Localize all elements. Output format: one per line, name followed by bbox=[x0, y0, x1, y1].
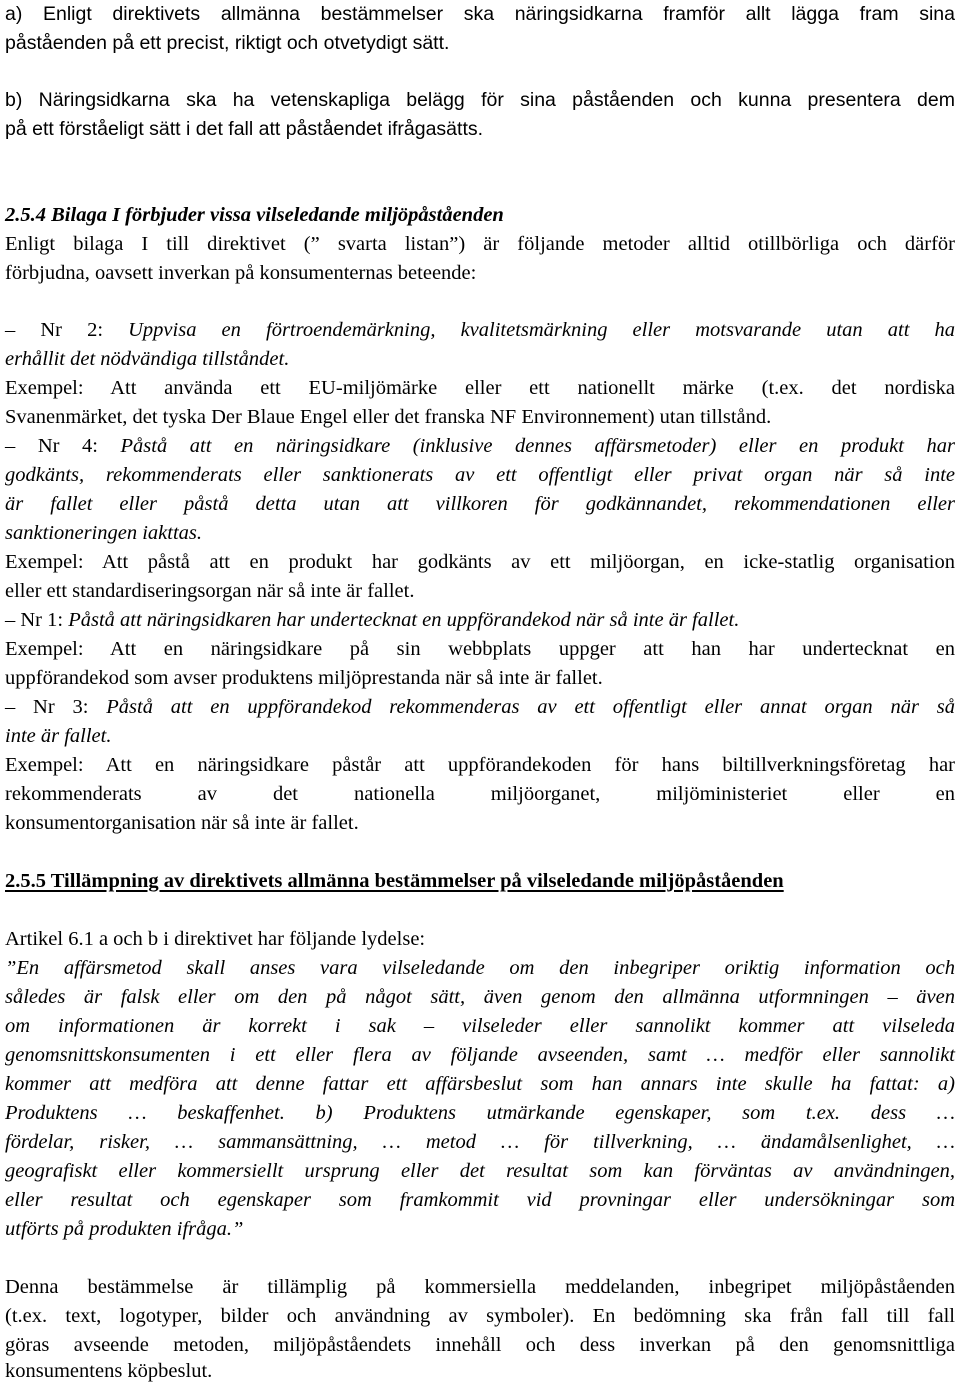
quote-line-10: utförts på produkten ifråga.” bbox=[5, 1218, 244, 1240]
quote-line-3: om informationen är korrekt i sak – vilseleder eller sannolikt kommer att vilseleda bbox=[5, 1015, 955, 1037]
nr3-text-1: Påstå att en uppförandekod rekommenderas av ett offentligt eller annat organ när så bbox=[106, 696, 956, 718]
nr2-prefix: – Nr 2: bbox=[5, 319, 129, 341]
nr1-prefix: – Nr 1: bbox=[5, 609, 69, 631]
quote-line-4: genomsnittskonsumenten i ett eller flera av följande avseenden, samt … medför eller sannolikt bbox=[5, 1044, 955, 1066]
nr3-example-line-2: rekommenderats av det nationella miljöorganet, miljöministeriet eller en bbox=[5, 783, 955, 805]
section-255-heading: 2.5.5 Tillämpning av direktivets allmänna bestämmelser på vilseledande miljöpåståenden bbox=[5, 870, 784, 892]
nr4-line-1 bbox=[5, 432, 955, 461]
quote-line-8: geografiskt eller kommersiellt ursprung eller det resultat som kan förväntas av användningen, bbox=[5, 1160, 955, 1182]
nr3-example-line-1: Exempel: Att en näringsidkare påstår att uppförandekoden för hans biltillverkningsföretag har bbox=[5, 754, 955, 776]
nr4-line-4: sanktioneringen iakttas. bbox=[5, 522, 203, 544]
quote-line-5: kommer att medföra att denne fattar ett affärsbeslut som han annars inte skulle ha fattat: a) bbox=[5, 1073, 955, 1095]
quote-line-7: fördelar, risker, … sammansättning, … metod … för tillverkning, … ändamålsenlighet, … bbox=[5, 1131, 955, 1153]
quote-line-9: eller resultat och egenskaper som framkommit vid provningar eller undersökningar som bbox=[5, 1189, 955, 1211]
intro-b-line-2: på ett förståeligt sätt i det fall att påståendet ifrågasätts. bbox=[5, 118, 484, 140]
closing-line-2: (t.ex. text, logotyper, bilder och användning av symboler). En bedömning ska från fall till fall bbox=[5, 1305, 955, 1327]
section-254-heading: 2.5.4 Bilaga I förbjuder vissa vilseledande miljöpåståenden bbox=[5, 204, 504, 226]
intro-b-line-1: b) Näringsidkarna ska ha vetenskapliga belägg för sina påståenden och kunna presentera dem bbox=[5, 89, 955, 111]
nr3-example-line-3: konsumentorganisation när så inte är fallet. bbox=[5, 812, 359, 834]
quote-line-6: Produktens … beskaffenhet. b) Produktens utmärkande egenskaper, som t.ex. dess … bbox=[5, 1102, 955, 1124]
nr1-example-line-1: Exempel: Att en näringsidkare på sin webbplats uppger att han har undertecknat en bbox=[5, 638, 955, 660]
nr3-line-1 bbox=[5, 693, 955, 722]
closing-line-3: göras avseende metoden, miljöpåståendets innehåll och dess inverkan på den genomsnittliga bbox=[5, 1334, 955, 1356]
nr1-line-1 bbox=[5, 606, 955, 635]
nr4-prefix: – Nr 4: bbox=[5, 435, 121, 457]
nr3-line-2: inte är fallet. bbox=[5, 725, 112, 747]
closing-line-1: Denna bestämmelse är tillämplig på kommersiella meddelanden, inbegripet miljöpåståenden bbox=[5, 1276, 955, 1298]
section-254-intro-line-2: förbjudna, oavsett inverkan på konsumenternas beteende: bbox=[5, 262, 477, 284]
section-255-article-intro: Artikel 6.1 a och b i direktivet har följande lydelse: bbox=[5, 928, 426, 950]
closing-line-4: konsumentens köpbeslut. bbox=[5, 1360, 213, 1382]
nr1-example-line-2: uppförandekod som avser produktens miljöprestanda när så inte är fallet. bbox=[5, 667, 603, 689]
nr2-example-line-2: Svanenmärket, det tyska Der Blaue Engel eller det franska NF Environnement) utan tillstånd. bbox=[5, 406, 772, 428]
nr4-line-2: godkänts, rekommenderats eller sanktionerats av ett offentligt eller privat organ när så inte bbox=[5, 464, 955, 486]
nr1-text-1: Påstå att näringsidkaren har undertecknat en uppförandekod när så inte är fallet. bbox=[68, 609, 740, 631]
nr4-line-3: är fallet eller påstå detta utan att villkoren för godkännandet, rekommendationen eller bbox=[5, 493, 955, 515]
nr4-text-1: Påstå att en näringsidkare (inklusive dennes affärsmetoder) eller en produkt har bbox=[120, 435, 955, 457]
quote-line-2: således är falsk eller om den på något sätt, även genom den allmänna utformningen – även bbox=[5, 986, 955, 1008]
intro-a-line-1: a) Enligt direktivets allmänna bestämmelser ska näringsidkarna framför allt lägga fram sina bbox=[5, 3, 955, 25]
nr4-example-line-1: Exempel: Att påstå att en produkt har godkänts av ett miljöorgan, en icke-statlig organisation bbox=[5, 551, 955, 573]
nr4-example-line-2: eller ett standardiseringsorgan när så inte är fallet. bbox=[5, 580, 415, 602]
nr2-line-2: erhållit det nödvändiga tillståndet. bbox=[5, 348, 290, 370]
nr2-example-line-1: Exempel: Att använda ett EU-miljömärke eller ett nationellt märke (t.ex. det nordiska bbox=[5, 377, 955, 399]
nr2-line-1 bbox=[5, 316, 955, 345]
quote-line-1: ”En affärsmetod skall anses vara vilseledande om den inbegriper oriktig information och bbox=[5, 957, 955, 979]
nr3-prefix: – Nr 3: bbox=[5, 696, 107, 718]
section-254-intro-line-1: Enligt bilaga I till direktivet (” svarta listan”) är följande metoder alltid otillbörliga och därför bbox=[5, 233, 955, 255]
nr2-text-1: Uppvisa en förtroendemärkning, kvalitetsmärkning eller motsvarande utan att ha bbox=[128, 319, 955, 341]
intro-a-line-2: påståenden på ett precist, riktigt och otvetydigt sätt. bbox=[5, 32, 450, 54]
